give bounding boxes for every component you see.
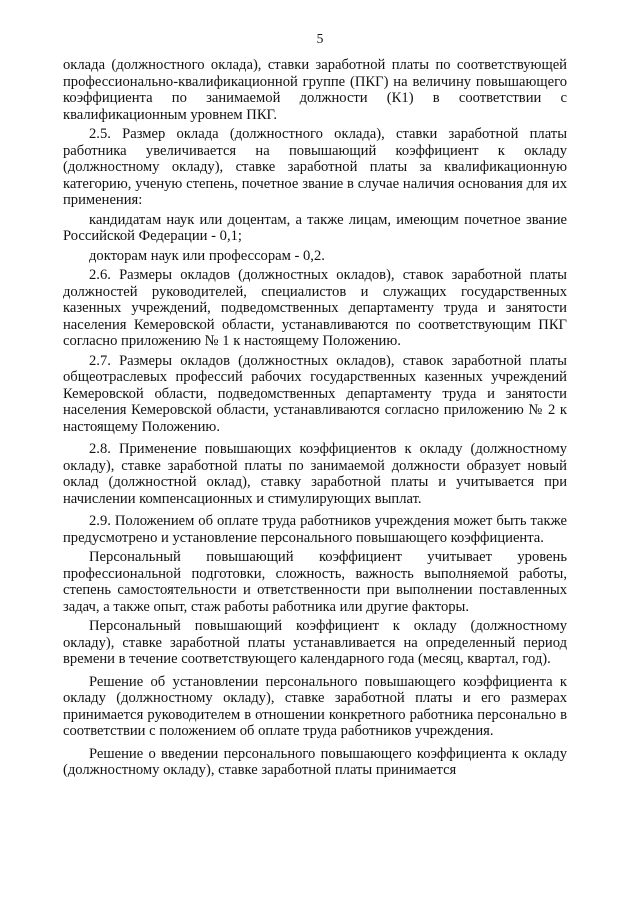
document-body	[63, 57, 567, 779]
paragraph-2-5: 2.5. Размер оклада (должностного оклада), ставки заработной платы работника увеличивается на повышающий коэффициент к окладу (должностному окладу), ставке заработной платы за квалификационную категорию, ученую степень, почетное звание в случае наличия основания для их применения:	[63, 126, 567, 208]
paragraph-2-7: 2.7. Размеры окладов (должностных окладов), ставок заработной платы общеотраслевых профессий рабочих государственных казенных учреждений Кемеровской области, подведомственных департаменту труда и занятости населения Кемеровской области, устанавливаются согласно приложению № 2 к настоящему Положению.	[63, 352, 567, 435]
paragraph-personal-coefficient: Персональный повышающий коэффициент учитывает уровень профессиональной подготовки, сложность, важность выполняемой работы, степень самостоятельности и ответственности при выполнении поставленных задач, а также опыт, стаж работы работника или другие факторы.	[63, 549, 567, 615]
paragraph-2-9: 2.9. Положением об оплате труда работников учреждения может быть также предусмотрено и установление персонального повышающего коэффициента.	[63, 513, 567, 546]
paragraph-doctors: докторам наук или профессорам - 0,2.	[89, 247, 325, 264]
paragraph-continuation: оклада (должностного оклада), ставки заработной платы по соответствующей профессионально-квалификационной группе (ПКГ) на величину повышающего коэффициента по занимаемой должности (К1) в соответствии с квалификационным уровнем ПКГ.	[63, 57, 567, 123]
paragraph-2-8: 2.8. Применение повышающих коэффициентов к окладу (должностному окладу), ставке заработной платы по занимаемой должности образует новый оклад (должностной оклад), ставку заработной платы и учитывается при начислении компенсационных и стимулирующих выплат.	[63, 441, 567, 507]
page-number: 5	[316, 31, 324, 46]
paragraph-coefficient-period: Персональный повышающий коэффициент к окладу (должностному окладу), ставке заработной платы устанавливается на определенный период времени в течение соответствующего календарного года (месяц, квартал, год).	[63, 618, 567, 667]
paragraph-2-6: 2.6. Размеры окладов (должностных окладов), ставок заработной платы должностей руководителей, специалистов и служащих государственных казенных учреждений, подведомственных департаменту труда и занятости населения Кемеровской области, устанавливаются по соответствующим ПКГ согласно приложению № 1 к настоящему Положению.	[63, 267, 567, 349]
paragraph-decision-introduce: Решение о введении персонального повышающего коэффициента к окладу (должностному окладу), ставке заработной платы принимается	[63, 745, 567, 778]
paragraph-candidates: кандидатам наук или доцентам, а также лицам, имеющим почетное звание Российской Федерации - 0,1;	[63, 211, 567, 244]
paragraph-decision-establish: Решение об установлении персонального повышающего коэффициента к окладу (должностному окладу), ставке заработной платы и его размерах принимается руководителем в отношении конкретного работника персонально в соответствии с положением об оплате труда работников учреждения.	[63, 673, 567, 739]
